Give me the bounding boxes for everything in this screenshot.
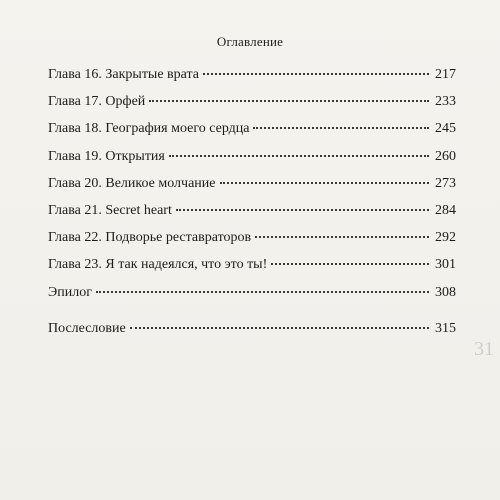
toc-entry-label: Глава 23. Я так надеялся, что это ты! <box>48 257 268 273</box>
toc-entry-page: 315 <box>435 320 456 336</box>
toc-entry-page: 217 <box>435 67 456 82</box>
toc-entry-chapter-22 <box>48 229 456 256</box>
dot-leader <box>176 209 429 211</box>
toc-entry-chapter-20 <box>48 175 456 202</box>
bleed-through-page-number: 31 <box>474 338 494 360</box>
toc-entry-label: Глава 20. Великое молчание <box>48 175 216 191</box>
toc-entry-label: Эпилог <box>48 284 92 300</box>
dot-leader <box>149 100 429 102</box>
toc-entry-label: Глава 19. Открытия <box>48 148 165 164</box>
toc-entry-label: Глава 16. Закрытые врата <box>48 67 200 82</box>
dot-leader <box>255 236 429 238</box>
dot-leader <box>203 73 429 75</box>
toc-entry-label: Послесловие <box>48 320 126 336</box>
toc-entry-chapter-17 <box>48 93 456 120</box>
toc-entry-page: 260 <box>435 148 456 164</box>
toc-entry-epilogue <box>48 284 456 311</box>
toc-entry-label: Глава 22. Подворье реставраторов <box>48 230 252 246</box>
table-of-contents <box>48 66 456 347</box>
dot-leader <box>96 291 429 293</box>
dot-leader <box>220 182 429 184</box>
dot-leader <box>169 155 429 157</box>
toc-entry-label: Глава 21. Secret heart <box>48 202 172 218</box>
toc-title: Оглавление <box>216 34 284 49</box>
dot-leader <box>271 263 429 265</box>
toc-entry-page: 273 <box>435 175 456 191</box>
dot-leader <box>130 327 429 329</box>
toc-entry-chapter-21 <box>48 202 456 229</box>
toc-entry-page: 308 <box>435 284 456 300</box>
toc-entry-label: Глава 17. Орфей <box>48 94 146 110</box>
toc-entry-page: 245 <box>435 121 456 137</box>
toc-entry-chapter-23 <box>48 256 456 283</box>
toc-entry-chapter-18 <box>48 120 456 147</box>
toc-entry-page: 233 <box>435 94 456 110</box>
toc-entry-afterword <box>48 320 456 347</box>
toc-entry-chapter-16 <box>48 66 456 93</box>
toc-entry-chapter-19 <box>48 148 456 175</box>
dot-leader <box>253 127 429 129</box>
toc-entry-label: Глава 18. География моего сердца <box>48 121 250 137</box>
toc-entry-page: 284 <box>435 202 456 218</box>
toc-entry-page: 292 <box>435 230 456 246</box>
toc-entry-page: 301 <box>435 257 456 273</box>
